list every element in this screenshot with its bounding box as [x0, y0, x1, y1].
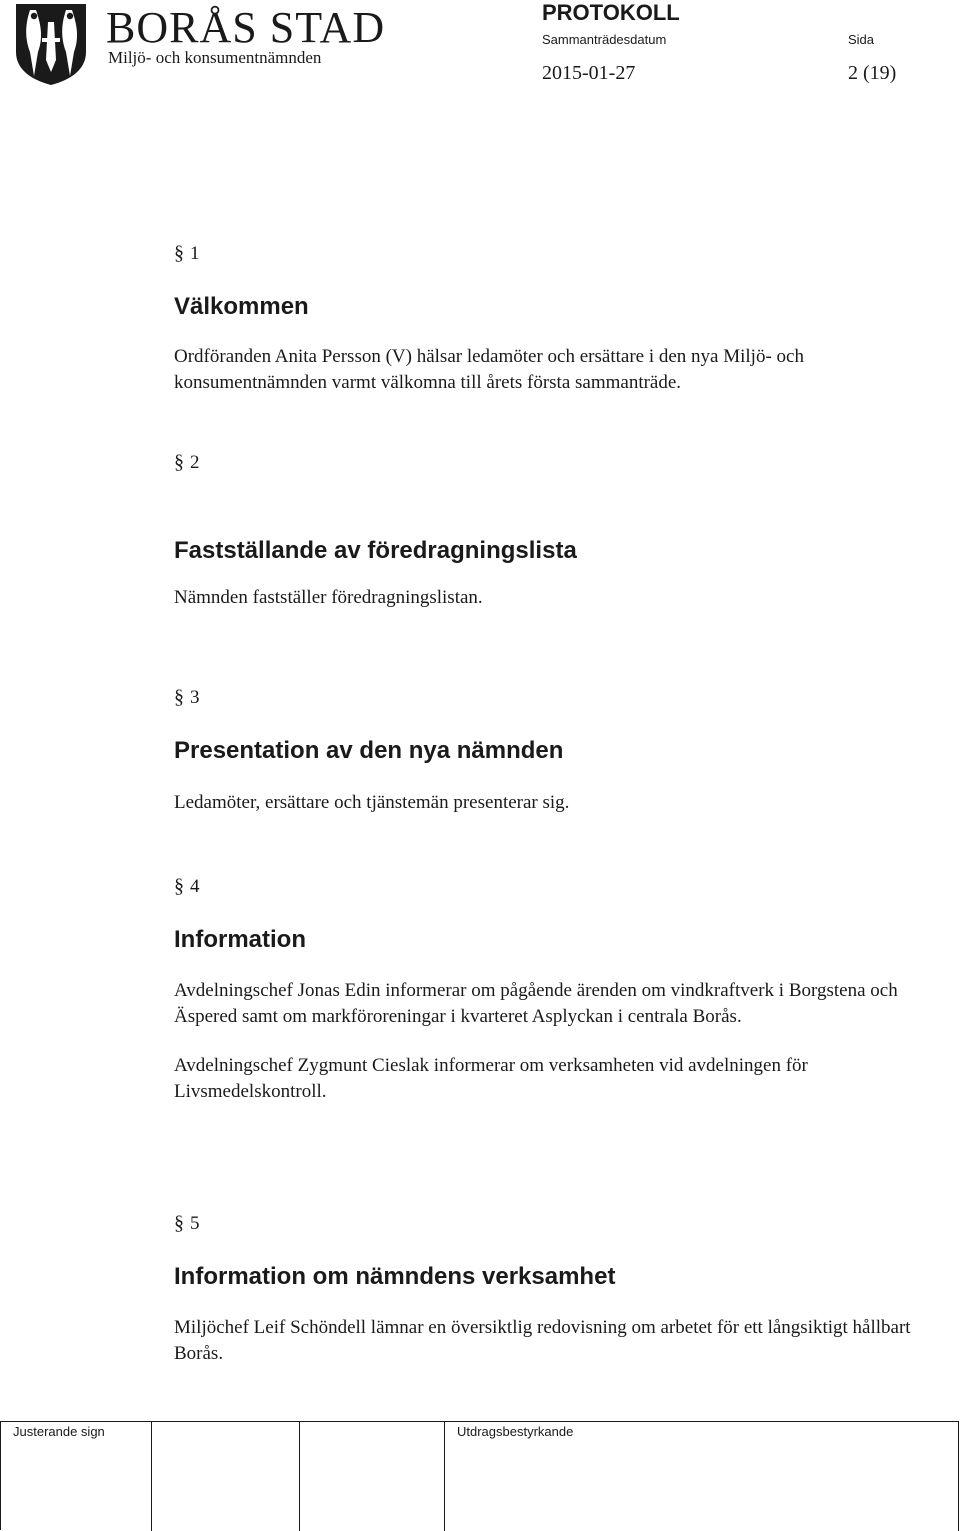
section-heading: Välkommen [174, 293, 309, 320]
justerande-sign-label: Justerande sign [13, 1424, 105, 1439]
paragraph-mark [174, 873, 934, 899]
section-3 [174, 684, 934, 816]
section-2 [174, 449, 934, 611]
paragraph-mark [174, 1210, 934, 1236]
section-number: 5 [190, 1213, 200, 1234]
section-sign: § [174, 875, 184, 897]
section-heading: Presentation av den nya nämnden [174, 737, 564, 764]
section-heading: Information om nämndens verksamhet [174, 1263, 616, 1290]
section-sign: § [174, 242, 184, 264]
signature-cell [152, 1422, 300, 1531]
page-label: Sida [848, 32, 875, 47]
signature-cell [300, 1422, 445, 1531]
organization-unit: Miljö- och konsumentnämnden [108, 48, 322, 67]
section-5 [174, 1210, 934, 1367]
justerande-sign-cell [1, 1422, 152, 1531]
paragraph-mark [174, 240, 934, 266]
section-sign: § [174, 686, 184, 708]
section-text: Ledamöter, ersättare och tjänstemän presenterar sig. [174, 792, 570, 813]
section-heading: Fastställande av föredragningslista [174, 537, 577, 564]
utdragsbestyrkande-cell [445, 1422, 959, 1531]
section-heading: Information [174, 926, 306, 953]
meeting-date: 2015-01-27 [542, 62, 636, 84]
section-sign: § [174, 1212, 184, 1234]
section-text: Miljöchef Leif Schöndell lämnar en översiktlig redovisning om arbetet för ett långsiktigt hållbart Borås. [174, 1317, 911, 1364]
page-number: 2 (19) [848, 62, 897, 84]
section-text: Ordföranden Anita Persson (V) hälsar ledamöter och ersättare i den nya Miljö- och konsumentnämnden varmt välkomna till årets första sammanträde. [174, 346, 804, 393]
section-text: Nämnden fastställer föredragningslistan. [174, 587, 483, 608]
section-text: Avdelningschef Jonas Edin informerar om pågående ärenden om vindkraftverk i Borgstena och Äspered samt om markföroreningar i kvarteret Asplyckan i centrala Borås. [174, 980, 898, 1027]
section-number: 2 [190, 452, 200, 473]
document-type: PROTOKOLL [542, 0, 680, 25]
section-4 [174, 873, 934, 1105]
section-sign: § [174, 451, 184, 473]
paragraph-mark [174, 449, 934, 475]
section-number: 4 [190, 876, 200, 897]
borås-coat-of-arms-icon [14, 2, 88, 86]
meeting-date-label: Sammanträdesdatum [542, 32, 667, 47]
paragraph-mark [174, 684, 934, 710]
section-text: Avdelningschef Zygmunt Cieslak informerar om verksamheten vid avdelningen för Livsmedelskontroll. [174, 1055, 808, 1102]
section-number: 1 [190, 243, 200, 264]
section-number: 3 [190, 687, 200, 708]
section-1 [174, 240, 934, 396]
organization-name: BORÅS STAD [106, 3, 386, 52]
signature-table [0, 1421, 959, 1530]
utdragsbestyrkande-label: Utdragsbestyrkande [457, 1424, 574, 1439]
